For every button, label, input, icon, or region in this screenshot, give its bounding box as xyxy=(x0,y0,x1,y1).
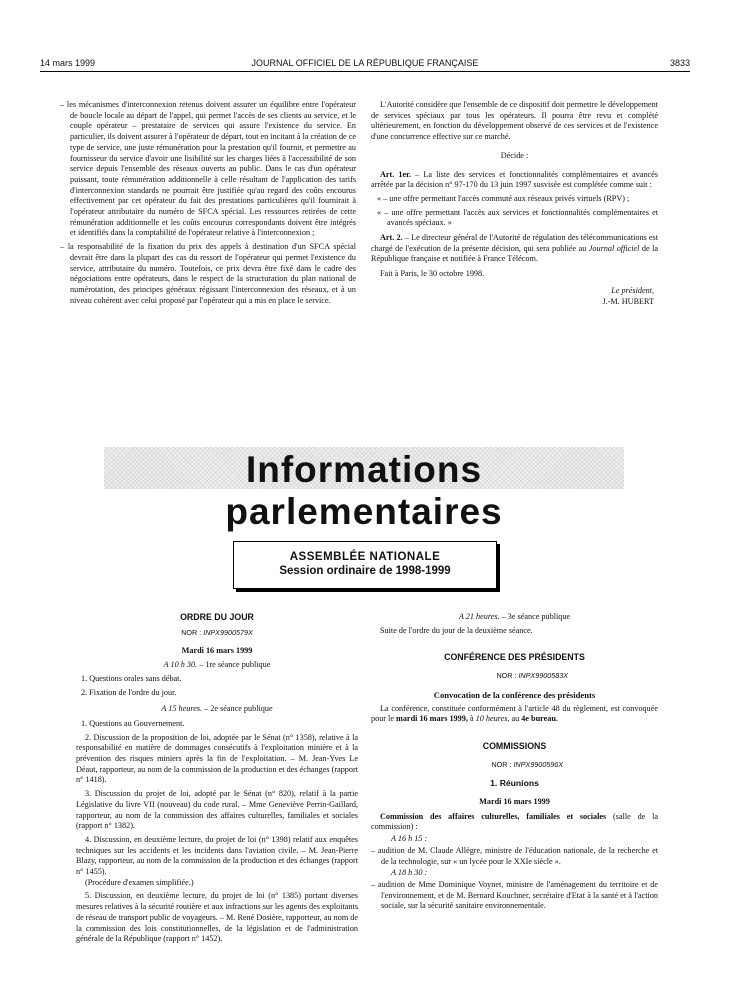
conference-title: CONFÉRENCE DES PRÉSIDENTS xyxy=(444,652,585,663)
seance-1-time: A 10 h 30. xyxy=(163,660,198,670)
top-right-column xyxy=(371,100,658,307)
time-1830: A 18 h 30 : xyxy=(391,868,428,878)
article-1-item-2: « – une offre permettant l'accès aux services et fonctionnalités complémentaires et avancés spéciaux. » xyxy=(377,207,658,228)
commissions-nor xyxy=(371,760,658,771)
ordre-nor xyxy=(76,628,358,639)
paragraph-interconnexion: – les mécanismes d'interconnexion retenus doivent assurer un équilibre entre l'opérateur de boucle locale au départ de l'appel, qui permet l'accès de ses clients au service, et le couple opérateur – prestataire de services qui assure l'existence du service. En particulier, ils doivent assurer à l'opérateur de départ, tout en incitant à la création de ce type de service, une juste rémunération pour la prestation qu'il fournit, et permettre au fournisseur du service d'avoir une lisibilité sur les charges liées à l'accessibilité de son service depuis l'ensemble des réseaux ouverts au public. Dans le cas d'un opérateur puissant, toute rémunération additionnelle à celle résultant de l'application des tarifs d'interconnexion standards ne pourrait être justifiée qu'au regard des coûts encourus effectivement par cet opérateur du fait des prestations particulières qu'il fournirait à l'opérateur attributaire du numéro de SFCA spécial. Les ressources retirées de cette rémunération additionnelle et les coûts encourus correspondants doivent être intégrés et identifiés dans la comptabilité de l'opérateur relative à l'interconnexion ; xyxy=(60,100,356,238)
seance-3-heading xyxy=(371,612,658,623)
seance-2-item-2: 2. Discussion de la proposition de loi, adoptée par le Sénat (n° 1358), relative à la responsabilité en matière de dommages consécutifs à l'exploitation minière et à la prévention des risques miniers après la fin de l'exploitation. – M. Jean-Yves Le Déaut, rapporteur, au nom de la commission de la production et des échanges (rapport n° 1418). xyxy=(76,732,358,785)
article-1 xyxy=(371,170,658,191)
article-1-label: Art. 1er. xyxy=(380,169,412,179)
page-header xyxy=(40,58,690,72)
fait-a-paris: Fait à Paris, le 30 octobre 1998. xyxy=(380,269,485,279)
commissions-nor-label: NOR : xyxy=(491,759,514,769)
audition-voynet-kouchner: – audition de Mme Dominique Voynet, ministre de l'aménagement du territoire et de l'environnement, et de M. Bernard Kouchner, secrétaire d'Etat à la santé et à l'action sociale, sur la sécurité sanitaire environnementale. xyxy=(371,879,658,911)
ordre-du-jour-column xyxy=(76,612,358,948)
seance-2-item-1: 1. Questions au Gouvernement. xyxy=(81,718,185,728)
convocation-text-b: à xyxy=(467,714,476,724)
header-page-number: 3833 xyxy=(669,58,690,68)
seance-2-rest: – 2e séance publique xyxy=(202,704,273,714)
seance-2-item-4: 4. Discussion, en deuxième lecture, du projet de loi (n° 1398) relatif aux enquêtes techniques sur les accidents et les incidents dans l'aviation civile. – M. Jean-Pierre Blazy, rapporteur, au nom de la commission de la production et des échanges (rapport n° 1455). xyxy=(76,834,358,877)
convocation-date: mardi 16 mars 1999, xyxy=(396,714,468,724)
article-1-item-1: « – une offre permettant l'accès commuté aux réseaux privés virtuels (RPV) ; xyxy=(377,193,630,203)
convocation-text-a: La conférence, constituée conformément à l'article 48 du règlement, est convoquée pour le xyxy=(371,703,658,724)
box-line-2: Session ordinaire de 1998-1999 xyxy=(279,565,451,577)
assemblee-nationale-box xyxy=(233,541,497,589)
convocation-title: Convocation de la conférence des présidents xyxy=(433,689,596,700)
box-line-1: ASSEMBLÉE NATIONALE xyxy=(289,551,441,563)
commission-name: Commission des affaires culturelles, familiales et sociales xyxy=(380,811,607,821)
convocation-time: 10 heures xyxy=(475,714,508,724)
commissions-date: Mardi 16 mars 1999 xyxy=(479,797,550,807)
article-1-text: – La liste des services et fonctionnalités complémentaires et avancés arrêtée par la décision n° 97-170 du 13 juin 1997 susvisée est complétée comme suit : xyxy=(371,169,658,190)
ordre-date: Mardi 16 mars 1999 xyxy=(181,646,253,656)
header-rule xyxy=(40,71,690,72)
seance-2-item-3: 3. Discussion du projet de loi, adopté par le Sénat (n° 820), relatif à la partie Législative du livre VII (nouveau) du code rural. – Mme Geneviève Perrin-Gaillard, rapporteur, au nom de la commission des affaires culturelles, familiales et sociales (rapport n° 1382). xyxy=(76,789,358,831)
seance-2-item-5: 5. Discussion, en deuxième lecture, du projet de loi (n° 1385) portant diverses mesures relatives à la sécurité routière et aux infractions sur les agents des exploitants de réseau de transport public de voyageurs. – M. René Dosière, rapporteur, au nom de la commission des lois constitutionnelles, de la législation et de l'administration générale de la République (rapport n° 1452). xyxy=(76,891,358,944)
seance-2-time: A 15 heures. xyxy=(161,704,203,714)
commissions-nor-code: INPX9900596X xyxy=(513,759,563,769)
audition-allegre: – audition de M. Claude Allègre, ministre de l'éducation nationale, de la recherche et de la technologie, sur « un lycée pour le XXIe siècle ». xyxy=(371,845,658,866)
article-2-label: Art. 2. xyxy=(380,233,403,243)
ordre-nor-code: INPX9900579X xyxy=(203,627,253,637)
conference-nor-label: NOR : xyxy=(496,671,519,681)
conference-nor-code: INPX9900583X xyxy=(518,671,568,681)
signature-name: J.-M. HUBERT xyxy=(602,296,654,306)
article-2-text-b: de la République française et notifiée à France Télécom. xyxy=(371,243,658,264)
paragraph-autorite: L'Autorité considère que l'ensemble de ce dispositif doit permettre le développement de services spéciaux par tous les opérateurs. Il pourra être revu et complété ultérieurement, en fonction du développement observé de ces services et de l'existence d'une concurrence effective sur ce marché. xyxy=(371,100,658,142)
commissions-title: COMMISSIONS xyxy=(482,740,547,751)
header-journal-title: JOURNAL OFFICIEL DE LA RÉPUBLIQUE FRANÇAISE xyxy=(251,58,479,68)
seance-3-rest: – 3e séance publique xyxy=(499,612,571,621)
ordre-nor-label: NOR : xyxy=(181,627,204,637)
seance-3-text: Suite de l'ordre du jour de la deuxième séance. xyxy=(380,625,533,635)
decide-label: Décide : xyxy=(500,150,529,160)
seance-1-heading xyxy=(76,660,358,671)
seance-1-item-2: 2. Fixation de l'ordre du jour. xyxy=(81,687,177,697)
seance-1-item-1: 1. Questions orales sans débat. xyxy=(81,673,182,683)
signature-title: Le président, xyxy=(611,285,654,295)
seance-3-time: A 21 heures. xyxy=(458,612,500,621)
convocation-text xyxy=(371,704,658,725)
commission-room: (salle de la commission) : xyxy=(371,811,658,832)
conference-nor xyxy=(371,671,658,682)
convocation-bureau: 4e bureau. xyxy=(521,714,558,724)
header-date: 14 mars 1999 xyxy=(40,58,96,68)
journal-officiel-ref: Journal officiel xyxy=(588,243,640,253)
article-2-text-a: – Le directeur général de l'Autorité de régulation des télécommunications est chargé de l'exécution de la présente décision, qui sera publiée au xyxy=(371,233,659,253)
seance-2-item-4-note: (Procédure d'examen simplifiée.) xyxy=(85,877,194,887)
bottom-right-column xyxy=(371,612,658,915)
top-left-column xyxy=(60,100,356,309)
commission-heading xyxy=(371,812,658,833)
paragraph-prix-appels: – la responsabilité de la fixation du prix des appels à destination d'un SFCA spécial devrait être dans la plupart des cas du ressort de l'opérateur qui permet l'existence du service, attributaire du numéro. Toutefois, ce prix devra être fixé dans le cadre des négociations entre opérateurs, dans le respect de la structuration du plan national de numérotation, des principes généraux régissant l'interconnexion des réseaux, et à un niveau cohérent avec celui proposé par l'opérateur qui a mis en place le service. xyxy=(60,242,356,305)
article-2 xyxy=(371,233,658,265)
seance-2-heading xyxy=(76,704,358,715)
seance-1-rest: – 1re séance publique xyxy=(197,660,271,670)
ordre-du-jour-title: ORDRE DU JOUR xyxy=(180,612,254,622)
convocation-text-c: , au xyxy=(507,714,522,724)
time-1615: A 16 h 15 : xyxy=(391,834,428,844)
section-banner-title: Informations parlementaires xyxy=(225,449,503,532)
reunions-title: 1. Réunions xyxy=(490,778,539,789)
